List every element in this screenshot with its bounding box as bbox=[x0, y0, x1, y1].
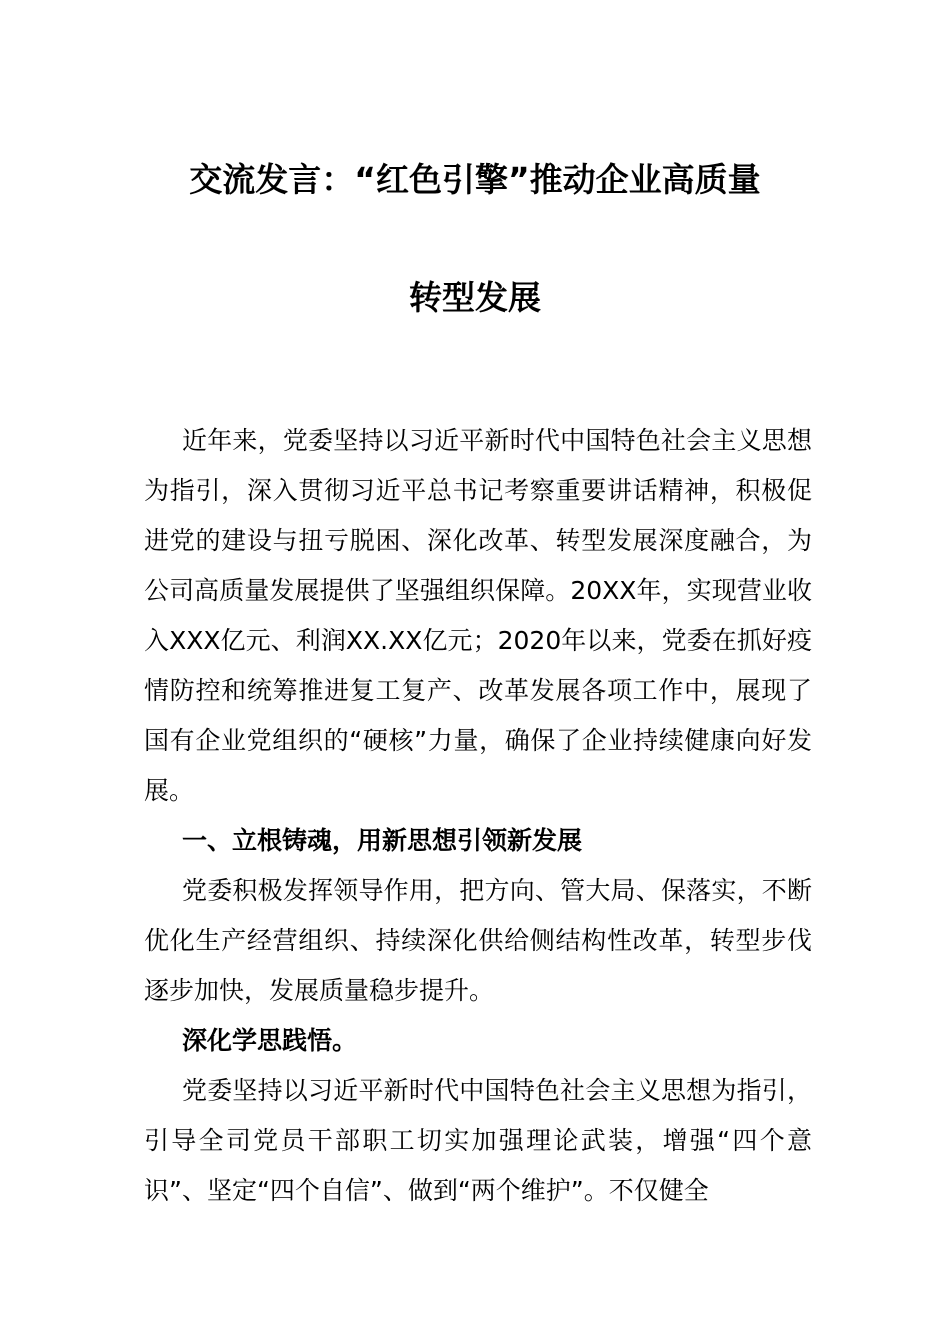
subsection-paragraph: 党委坚持以习近平新时代中国特色社会主义思想为指引，引导全司党员干部职工切实加强理论武装，增强“四个意识”、坚定“四个自信”、做到“两个维护”。不仅健全 bbox=[144, 1076, 812, 1205]
subsection-heading: 深化学思践悟。 bbox=[182, 1026, 358, 1055]
document-title-line-1: 交流发言：“红色引擎”推动企业高质量 bbox=[189, 160, 761, 199]
document-title-line-2: 转型发展 bbox=[409, 278, 541, 317]
section-heading-1: 一、立根铸魂，用新思想引领新发展 bbox=[182, 826, 583, 855]
document-body bbox=[144, 416, 812, 1216]
section-1-paragraph: 党委积极发挥领导作用，把方向、管大局、保落实，不断优化生产经营组织、持续深化供给侧结构性改革，转型步伐逐步加快，发展质量稳步提升。 bbox=[144, 876, 812, 1005]
intro-paragraph: 近年来，党委坚持以习近平新时代中国特色社会主义思想为指引，深入贯彻习近平总书记考察重要讲话精神，积极促进党的建设与扭亏脱困、深化改革、转型发展深度融合，为公司高质量发展提供了坚强组织保障。20XX年，实现营业收入XXX亿元、利润XX.XX亿元；2020年以来，党委在抓好疫情防控和统筹推进复工复产、改革发展各项工作中，展现了国有企业党组织的“硬核”力量，确保了企业持续健康向好发展。 bbox=[144, 426, 812, 805]
